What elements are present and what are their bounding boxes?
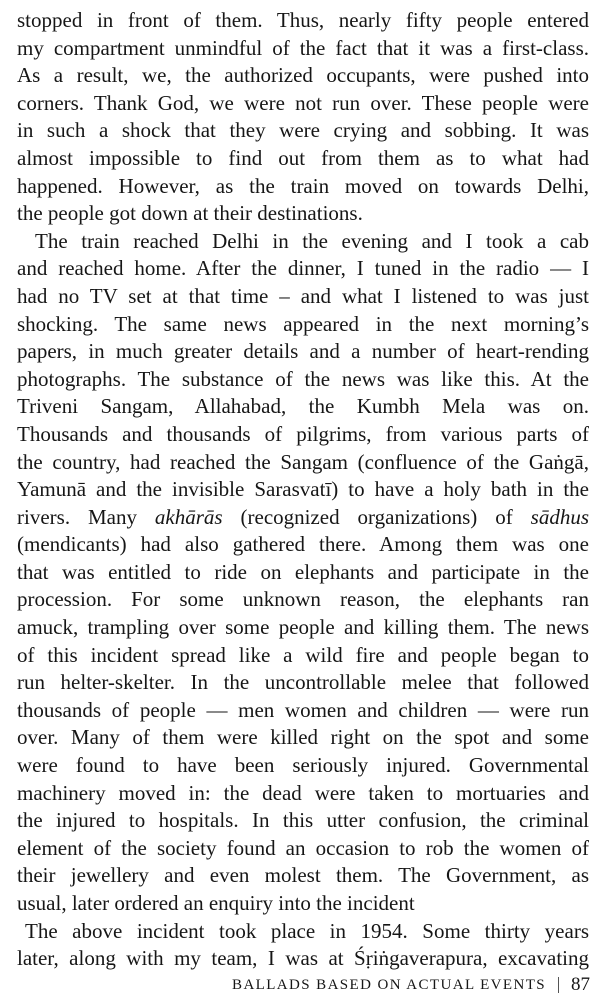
running-head: BALLADS BASED ON ACTUAL EVENTS <box>232 976 546 993</box>
text-line: (mendicants) had also gathered there. Among them was one <box>17 532 589 557</box>
text-line: usual, later ordered an enquiry into the incident <box>17 891 415 915</box>
text-line: Thousands and thousands of pilgrims, from various parts of <box>17 421 589 446</box>
text-line: their jewellery and even molest them. The Government, as <box>17 863 589 888</box>
page-footer <box>0 970 590 1000</box>
text-line: the country, had reached the Sangam (confluence of the Gaṅgā, <box>17 449 589 474</box>
text-line: run helter-skelter. In the uncontrollable melee that followed <box>17 670 589 695</box>
text-line: that was entitled to ride on elephants and participate in the <box>17 559 589 584</box>
text-line: and reached home. After the dinner, I tuned in the radio — I <box>17 256 589 281</box>
footer-separator <box>558 977 559 993</box>
page-number: 87 <box>571 974 590 995</box>
text-line: The train reached Delhi in the evening and I took a cab <box>35 228 589 253</box>
text-line: amuck, trampling over some people and killing them. The news <box>17 615 589 640</box>
text-line: happened. However, as the train moved on towards Delhi, <box>17 173 589 198</box>
text-line: rivers. Many akhārās (recognized organizations) of sādhus <box>17 504 590 529</box>
text-line: the people got down at their destinations. <box>17 201 363 226</box>
text-line: thousands of people — men women and children — were run <box>17 697 589 722</box>
text-line: As a result, we, the authorized occupants, were pushed into <box>17 63 589 88</box>
text-line: The above incident took place in 1954. Some thirty years <box>25 918 589 943</box>
text-line: of this incident spread like a wild fire and people began to <box>17 642 589 667</box>
body-text <box>17 7 589 973</box>
text-line: over. Many of them were killed right on the spot and some <box>17 725 589 750</box>
text-line: the injured to hospitals. In this utter confusion, the criminal <box>17 808 589 833</box>
text-line: photographs. The substance of the news was like this. At the <box>17 366 589 391</box>
text-line: papers, in much greater details and a number of heart-rending <box>17 339 589 364</box>
text-line: almost impossible to find out from them as to what had <box>17 145 589 170</box>
text-line: corners. Thank God, we were not run over. These people were <box>17 90 589 115</box>
text-line: in such a shock that they were crying and sobbing. It was <box>17 118 589 143</box>
text-line: element of the society found an occasion to rob the women of <box>17 835 589 860</box>
text-line: Triveni Sangam, Allahabad, the Kumbh Mela was on. <box>17 394 589 419</box>
text-line: later, along with my team, I was at Śṛiṅgaverapura, excavating <box>17 946 589 971</box>
text-line: machinery moved in: the dead were taken to mortuaries and <box>17 780 589 805</box>
text-line: shocking. The same news appeared in the next morning’s <box>17 311 589 336</box>
text-line: were found to have been seriously injured. Governmental <box>17 753 589 778</box>
text-line: stopped in front of them. Thus, nearly fifty people entered <box>17 8 589 32</box>
text-line: procession. For some unknown reason, the elephants ran <box>17 587 589 612</box>
text-line: had no TV set at that time – and what I listened to was just <box>17 283 589 308</box>
text-line: my compartment unmindful of the fact that it was a first-class. <box>17 35 589 60</box>
text-line: Yamunā and the invisible Sarasvatī) to have a holy bath in the <box>17 477 589 502</box>
